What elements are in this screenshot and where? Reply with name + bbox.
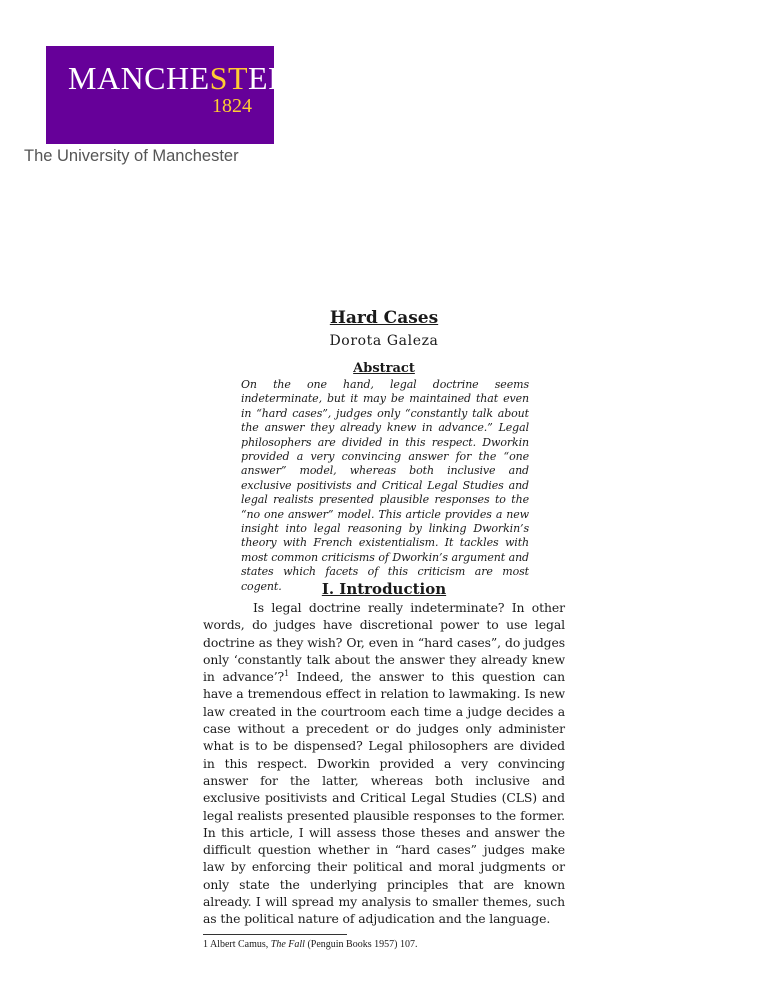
- university-logo: [46, 46, 290, 144]
- abstract-heading: Abstract: [353, 361, 415, 376]
- article-author: Dorota Galeza: [329, 333, 439, 349]
- introduction-paragraph: Is legal doctrine really indeterminate? In other words, do judges have discretional power to use legal doctrine as they wish? Or, even in “hard cases”, do judges only ‘constantly talk about the answer they already knew in advance’?$^1$ Indeed, the answer to this question can have a tremendous effect in relation to lawmaking. Is new law created in the courtroom each time a judge decides a case without a precedent or do judges only administer what is to be dispensed? Legal philosophers are divided in this respect. Dworkin provided a very convincing answer for the latter, whereas both inclusive and exclusive positivists and Critical Legal Studies (CLS) and legal realists presented plausible responses to the former. In this article, I will assess those theses and answer the difficult question whether in “hard cases” judges make law by enforcing their political and moral judgments or only state the underlying principles that are known already. I will spread my analysis to smaller themes, such as the political nature of adjudication and the language.: [203, 600, 565, 927]
- footnote-reference[interactable]: 1: [284, 669, 290, 679]
- logo-wordmark: MANCHESTER: [68, 60, 290, 96]
- section-heading-introduction: I. Introduction: [321, 580, 447, 598]
- logo-year: 1824: [212, 95, 252, 117]
- footnote-divider: [203, 934, 347, 935]
- footnote-book-title: The Fall: [270, 939, 305, 950]
- university-name: The University of Manchester: [24, 147, 239, 165]
- article-title: Hard Cases: [329, 308, 439, 328]
- footnote: 1 Albert Camus, The Fall (Penguin Books 1957) 107.: [203, 939, 418, 950]
- abstract-text: On the one hand, legal doctrine seems indeterminate, but it may be maintained that even in “hard cases”, judges only “constantly talk about the answer they already knew in advance.” Legal philosophers are divided in this respect. Dworkin provided a very convincing answer for the “one answer” model, whereas both inclusive and exclusive positivists and Critical Legal Studies and legal realists presented plausible responses to the “no one answer” model. This article provides a new insight into legal reasoning by linking Dworkin’s theory with French existentialism. It tackles with most common criticisms of Dworkin’s argument and states which facets of this criticism are most cogent.: [241, 378, 529, 593]
